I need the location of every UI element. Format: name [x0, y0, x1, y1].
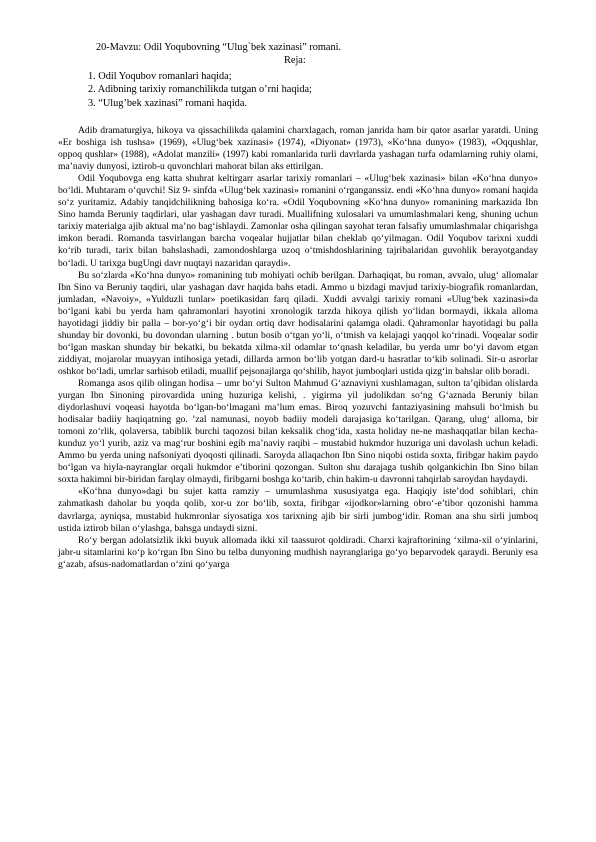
- document-title: 20-Mavzu: Odil Yoqubovning “Ulug`bek xazinasi” romani.: [96, 42, 342, 53]
- paragraph: Romanga asos qilib olingan hodisa – umr bo‘yi Sulton Mahmud G‘aznaviyni xushlamagan, sulton ta’qibidan olislarda yurgan Ibn Sinoning pirovardida uning huzuriga kelishi, . yigirma yil judolikdan so‘ng G‘aznada Beruniy bilan diydorlashuvi voqeasi hayotda bo‘lgan-bo‘lmagani ma’lum emas. Biroq yozuvchi fantaziyasining mahsuli bo‘lmish bu hodisalar badiiy haqiqatning go. ’zal namunasi, noyob badiiy modeli darajasiga ko‘tarilgan. Qarang, ulug‘ alloma, bir tomoni zo‘rlik, qolaversa, tabiblik burchi taqozosi bilan keksalik chog‘ida, xasta holiday ne-ne mashaqqatlar bilan kecha-kunduz yo‘l yurib, aziz va mag‘rur boshini egib ma’naviy raqibi – mustabid hukmdor huzuriga uni davolash uchun keladi. Ammo bu yerda uning nafsoniyati dyoqosti qilinadi. Saroyda allaqachon Ibn Sino niqobi ostida soxta, firibgar hakim paydo bo‘lgan va hiyla-nayranglar orqali hukmdor e’tiborini qozongan. Sulton shu darajaga tushib qolgankichin Ibn Sino bilan soxta hakimni bir-biridan farqlay olmaydi, firibgarni boshga ko‘tarib, chin hakim-u davronni tahqirlab saroydan haydaydi.: [58, 377, 538, 486]
- plan-item: 1. Odil Yoqubov romanlari haqida;: [88, 71, 232, 82]
- paragraph: Adib dramaturgiya, hikoya va qissachilikda qalamini charxlagach, roman janrida ham bir qator asarlar yaratdi. Uning «Er boshiga ish tushsa» (1969), «Ulug‘bek xazinasi» (1974), «Diyonat» (1973), «Ko‘hna dunyo» (1983), «Oqqushlar, oppoq qushlar» (1988), «Adolat manzili» (1997) kabi romanlarida turli davrlarda yashagan turfa odamlarning ruhiy olami, ma’naviy dunyosi, iztirob-u quvonchlari mahorat bilan aks ettirilgan.: [58, 125, 538, 173]
- paragraph: «Ko‘hna dunyo»dagi bu sujet katta ramziy – umumlashma xususiyatga ega. Haqiqiy iste’dod sohiblari, chin zahmatkash daholar bu yoqda qolib, xor-u zor bo‘lib, soxta, firibgar «ijodkor»larning obro‘-e’tibor qozonishi hamma davrlarga, ayniqsa, mustabid hukmronlar siyosatiga xos tarixning ajib bir sirli jumbog‘idir. Roman ana shu sirli jumboq ustida iztirob bilan o‘ylashga, bahsga undaydi sizni.: [58, 486, 538, 534]
- paragraph: Odil Yoqubovga eng katta shuhrat keltirgarr asarlar tarixiy romanlari – «Ulug‘bek xazinasi» bilan «Ko‘hna dunyo» bo‘ldi. Muhtaram o‘quvchi! Siz 9- sinfda «Ulug‘bek xazinasi» romanini o‘rganganssiz. endi «Ko‘hna dunyo» romani haqida so‘z yuritamiz. Adabiy tanqidchilikning bahosiga ko‘ra. «Odil Yoqubovning «Ko‘hna dunyo» romanining markazida Ibn Sino hamda Beruniy taqdirlari, ular yashagan davr turadi. Muallifning xulosalari va umumlashmalari keng, shuning uchun tarixiy materialga ajib aktual ma’no bag‘ishlaydi. Zamonlar osha qilingan sayohat teran falsafiy umumlashmalar chiqarishga imkon beradi. Romanda tasvirlangan barcha voqealar hujjatlar bilan cheklab qo‘yilmagan. Odil Yoqubov tarixni xuddi ko‘rib turadi, tarix bilan bahslashadi, zamondoshlarga uzoq o‘tmishdoshlarining tajribalaridan guvohlik berayotganday bo‘ladi. U tarixga bugUngi davr nuqtayi nazaridan qaraydi».: [58, 173, 538, 269]
- plan-heading: Reja:: [284, 55, 306, 66]
- plan-item: 3. “Ulug’bek xazinasi” romani haqida.: [88, 97, 247, 109]
- paragraph: Bu so‘zlarda «Ko‘hna dunyo» romanining tub mohiyati ochib berilgan. Darhaqiqat, bu roman, avvalo, ulug‘ allomalar Ibn Sino va Beruniy taqdiri, ular yashagan davr haqida bahs etadi. Ammo u bizdagi mavjud tarixiy-biografik romanlardan, jumladan, «Navoiy», «Yulduzli tunlar» poetikasidan farq qiladi. Xuddi avvalgi tarixiy romani «Ulug‘bek xazinasi»da bo‘lgani kabi bu yerda ham qahramonlari hayotini xronologik tarzda hikoya qilish yo‘lidan bormaydi, ikkala alloma hayotidagi jiddiy bir palla – bor-yo‘g‘i bir oydan ortiq davr hodisalarini qalamga oladi. Qahramonlar hayotidagi bu palla shunday bir dovonki, bu dovondan ularning . butun bosib o‘tgan yo‘li, o‘tmish va kelajagi yaqqol ko‘rinadi. Voqealar sodir bo‘lgan maskan shunday bir bekatki, bu bekatda xilma-xil odamlar to‘qnash keladilar, bu yerda umr bo‘yi davom etgan ziddiyat, mojarolar muayyan intihosiga yetadi, dillarda armon bo‘lib yotgan dard-u hasratlar to‘kib solinadi. Sir-u asrorlar oshkor bo‘ladi, umrlar sarhisob etiladi, muallif pejsonajlarga qo‘shilib, hayot jumboqlari ustida qizg‘in bahslar olib boradi.: [58, 269, 538, 377]
- plan-list: [88, 70, 312, 110]
- paragraph: Ro‘y bergan adolatsizlik ikki buyuk allomada ikki xil taassurot qoldiradi. Charxi kajraftorining ‘xilma-xil o‘yinlarini, jabr-u sitamlarini ko‘p ko‘rgan Ibn Sino bu telba dunyoning mudhish nayranglariga go‘yo beparvodek qaraydi. Beruniy esa g‘azab, afsus-nadomatlardan o‘zini qo‘yarga: [58, 534, 538, 570]
- plan-item: 2. Adibning tarixiy romanchilikda tutgan o’rni haqida;: [88, 84, 312, 96]
- document-body: [58, 125, 538, 571]
